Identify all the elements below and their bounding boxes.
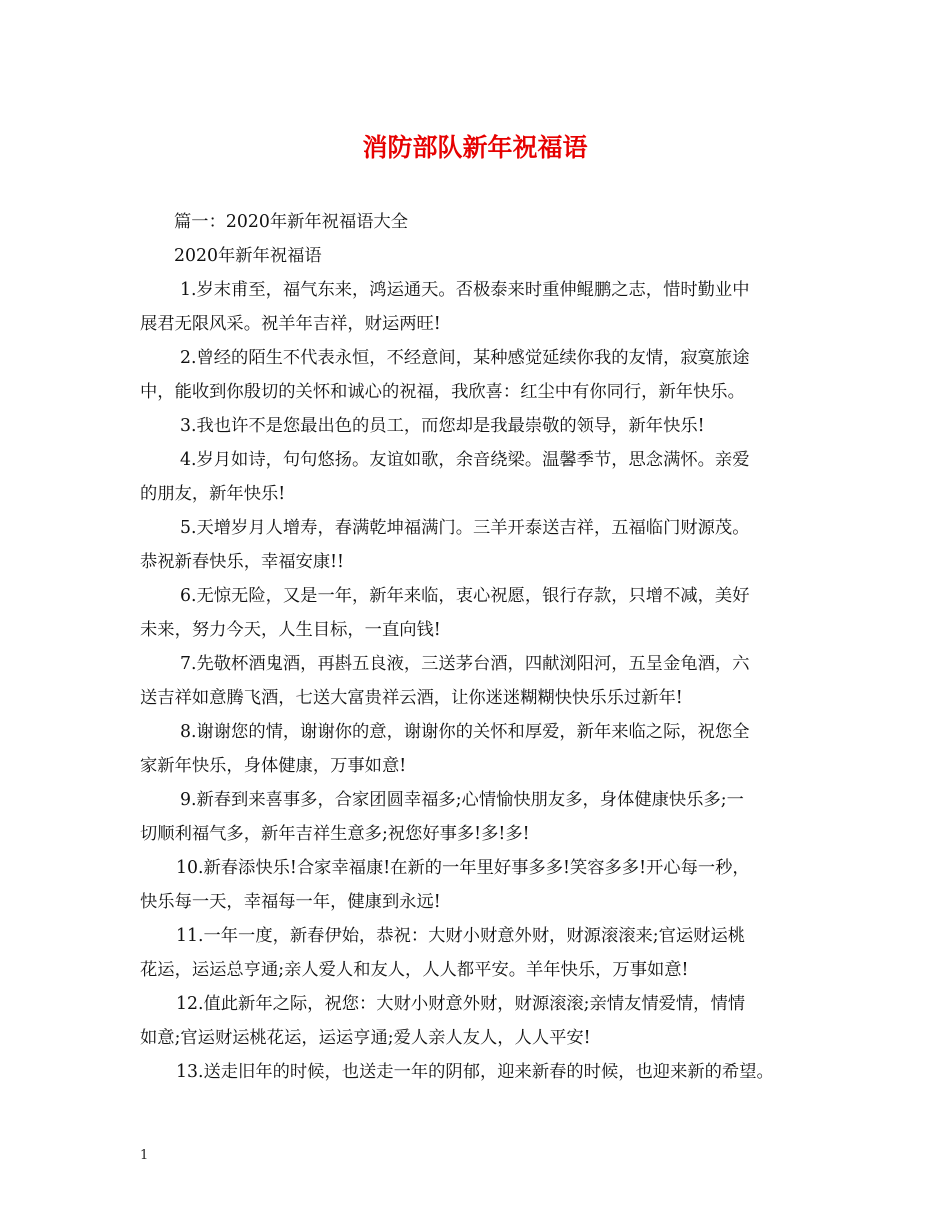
- text-line: 的朋友，新年快乐!: [140, 484, 286, 504]
- text-line: 如意;官运财运桃花运，运运亨通;爱人亲人友人，人人平安!: [140, 1028, 591, 1048]
- text-line: 切顺利福气多，新年吉祥生意多;祝您好事多!多!多!: [140, 824, 530, 844]
- text-line: 10.新春添快乐!合家幸福康!在新的一年里好事多多!笑容多多!开心每一秒，: [176, 858, 750, 878]
- text-line: 中，能收到你殷切的关怀和诚心的祝福，我欣喜：红尘中有你同行，新年快乐。: [140, 382, 745, 402]
- document-title: 消防部队新年祝福语: [362, 133, 588, 162]
- text-line: 4.岁月如诗，句句悠扬。友谊如歌，余音绕梁。温馨季节，思念满怀。亲爱: [180, 450, 750, 470]
- text-line: 恭祝新春快乐，幸福安康!!: [140, 552, 344, 572]
- text-line: 2020年新年祝福语: [174, 246, 322, 266]
- text-line: 9.新春到来喜事多，合家团圆幸福多;心情愉快朋友多，身体健康快乐多;一: [180, 790, 744, 810]
- text-line: 6.无惊无险，又是一年，新年来临，衷心祝愿，银行存款，只增不减，美好: [180, 586, 750, 606]
- text-line: 篇一：2020年新年祝福语大全: [174, 212, 409, 232]
- text-line: 13.送走旧年的时候，也送走一年的阴郁，迎来新春的时候，也迎来新的希望。: [176, 1062, 774, 1082]
- text-line: 花运，运运总亨通;亲人爱人和友人，人人都平安。羊年快乐，万事如意!: [140, 960, 689, 980]
- text-line: 2.曾经的陌生不代表永恒，不经意间，某种感觉延续你我的友情，寂寞旅途: [180, 348, 750, 368]
- page-number: 1: [140, 1148, 149, 1163]
- text-line: 8.谢谢您的情，谢谢你的意，谢谢你的关怀和厚爱，新年来临之际，祝您全: [180, 722, 750, 742]
- document-body: [140, 205, 816, 1089]
- text-line: 7.先敬杯酒鬼酒，再斟五良液，三送茅台酒，四献浏阳河，五呈金龟酒，六: [180, 654, 750, 674]
- text-line: 未来，努力今天，人生目标，一直向钱!: [140, 620, 441, 640]
- text-line: 展君无限风采。祝羊年吉祥，财运两旺!: [140, 314, 441, 334]
- text-line: 3.我也许不是您最出色的员工，而您却是我最崇敬的领导，新年快乐!: [180, 416, 705, 436]
- text-line: 5.天增岁月人增寿，春满乾坤福满门。三羊开泰送吉祥，五福临门财源茂。: [180, 518, 750, 538]
- text-line: 12.值此新年之际，祝您：大财小财意外财，财源滚滚;亲情友情爱情，情情: [176, 994, 746, 1014]
- text-line: 1.岁末甫至，福气东来，鸿运通天。否极泰来时重伸鲲鹏之志，惜时勤业中: [180, 280, 750, 300]
- text-line: 快乐每一天，幸福每一年，健康到永远!: [140, 892, 441, 912]
- text-line: 送吉祥如意腾飞酒，七送大富贵祥云酒，让你迷迷糊糊快快乐乐过新年!: [140, 688, 683, 708]
- text-line: 家新年快乐，身体健康，万事如意!: [140, 756, 407, 776]
- text-line: 11.一年一度，新春伊始，恭祝：大财小财意外财，财源滚滚来;官运财运桃: [176, 926, 746, 946]
